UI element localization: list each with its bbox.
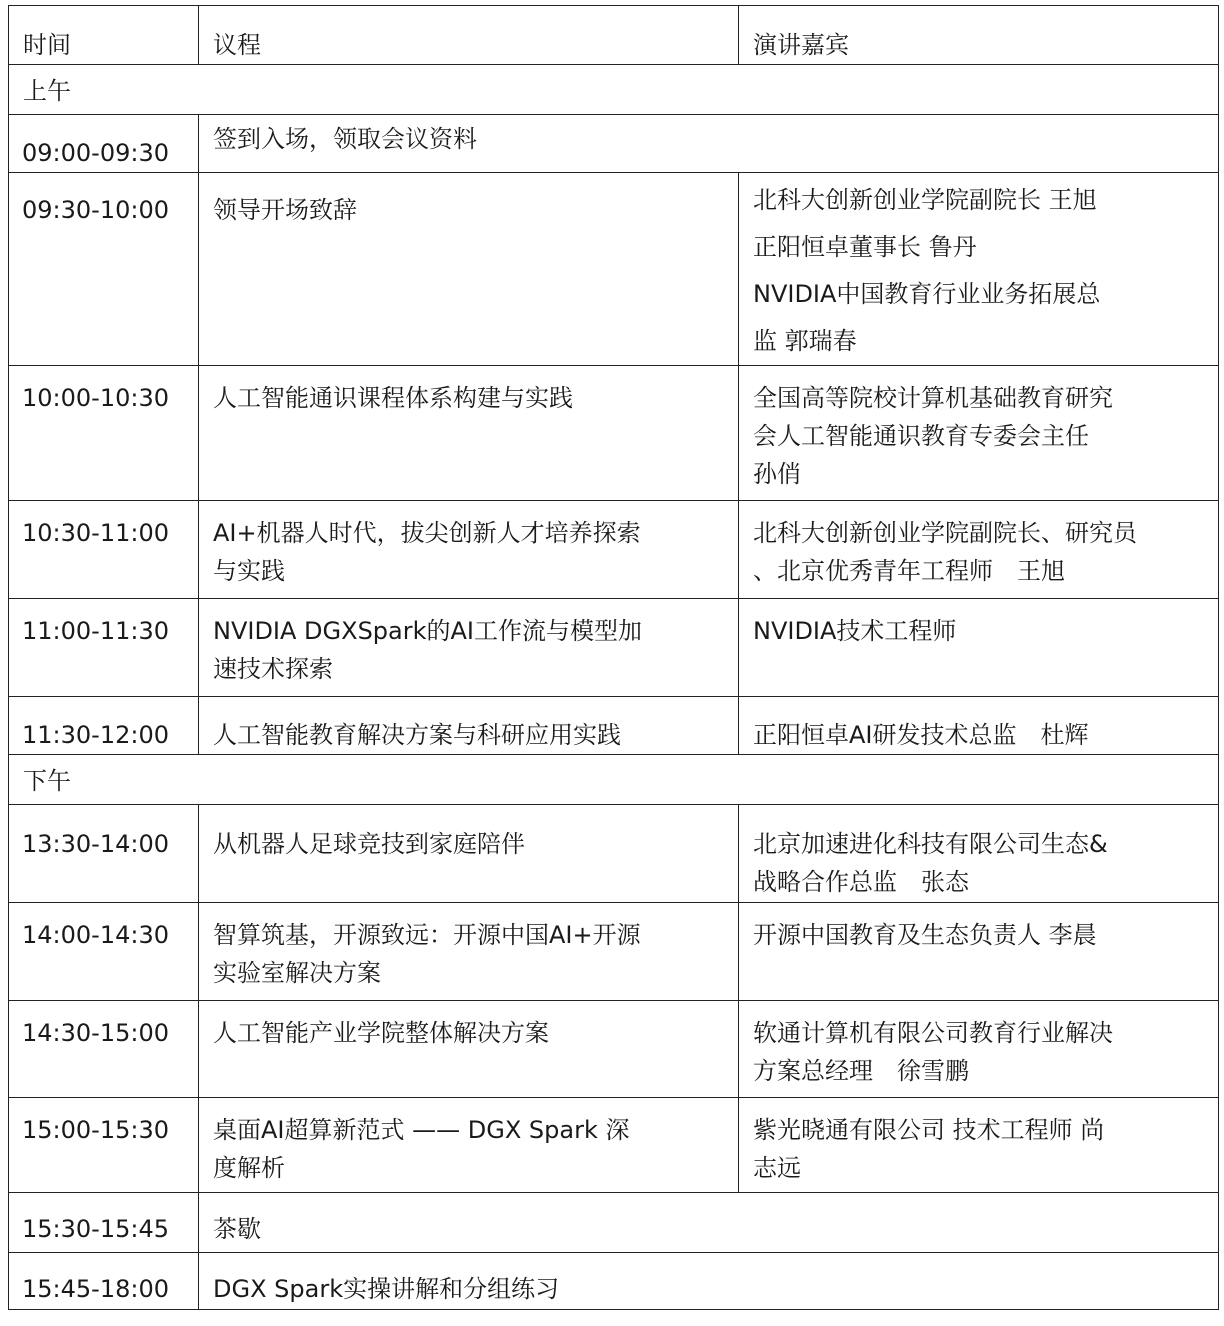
row-agenda: 领导开场致辞 [199, 173, 739, 366]
row-time: 14:30-15:00 [9, 1001, 199, 1098]
speaker-line: 战略合作总监 张态 [753, 868, 969, 896]
header-speaker: 演讲嘉宾 [739, 6, 1219, 65]
agenda-line: 智算筑基，开源致远：开源中国AI+开源 [213, 921, 641, 949]
table-row [9, 366, 1219, 501]
speaker-line: 北京加速进化科技有限公司生态& [753, 830, 1108, 858]
section-row-afternoon [9, 755, 1219, 805]
speaker-line: 孙俏 [753, 460, 801, 488]
row-time: 11:30-12:00 [9, 697, 199, 755]
row-time: 09:30-10:00 [9, 173, 199, 366]
row-time: 10:30-11:00 [9, 501, 199, 599]
header-agenda: 议程 [199, 6, 739, 65]
row-agenda [199, 903, 739, 1001]
row-agenda: 签到入场，领取会议资料 [199, 115, 1219, 173]
speaker-line: 紫光晓通有限公司 技术工程师 尚 [753, 1116, 1105, 1144]
row-agenda [199, 599, 739, 697]
row-agenda: 人工智能通识课程体系构建与实践 [199, 366, 739, 501]
speaker-line: 正阳恒卓AI研发技术总监 杜辉 [753, 721, 1089, 749]
table-row [9, 1193, 1219, 1253]
row-agenda: 人工智能产业学院整体解决方案 [199, 1001, 739, 1098]
row-agenda [199, 1098, 739, 1193]
row-speaker [739, 1098, 1219, 1193]
row-time: 11:00-11:30 [9, 599, 199, 697]
row-agenda: DGX Spark实操讲解和分组练习 [199, 1253, 1219, 1310]
header-time: 时间 [9, 6, 199, 65]
header-row [9, 6, 1219, 65]
table-row [9, 1001, 1219, 1098]
agenda-line: 度解析 [213, 1154, 285, 1182]
row-speaker [739, 173, 1219, 366]
section-row-morning [9, 65, 1219, 115]
table-row [9, 805, 1219, 903]
speaker-line: 监 郭瑞春 [753, 327, 857, 355]
row-speaker [739, 1001, 1219, 1098]
row-speaker [739, 501, 1219, 599]
row-speaker [739, 366, 1219, 501]
row-speaker [739, 599, 1219, 697]
row-agenda: 从机器人足球竞技到家庭陪伴 [199, 805, 739, 903]
speaker-line: 方案总经理 徐雪鹏 [753, 1057, 969, 1085]
agenda-line: 桌面AI超算新范式 —— DGX Spark 深 [213, 1116, 630, 1144]
row-speaker [739, 805, 1219, 903]
table-row [9, 697, 1219, 755]
speaker-line: 、北京优秀青年工程师 王旭 [753, 557, 1065, 585]
row-time: 14:00-14:30 [9, 903, 199, 1001]
row-time: 15:00-15:30 [9, 1098, 199, 1193]
table-row [9, 115, 1219, 173]
row-time: 13:30-14:00 [9, 805, 199, 903]
table-row [9, 1253, 1219, 1310]
table-row [9, 599, 1219, 697]
agenda-line: 实验室解决方案 [213, 959, 381, 987]
speaker-line: 软通计算机有限公司教育行业解决 [753, 1019, 1113, 1047]
speaker-line: 志远 [753, 1154, 801, 1182]
row-speaker [739, 697, 1219, 755]
speaker-line: 会人工智能通识教育专委会主任 [753, 422, 1089, 450]
row-agenda: 人工智能教育解决方案与科研应用实践 [199, 697, 739, 755]
speaker-line: NVIDIA技术工程师 [753, 617, 957, 645]
row-time: 15:30-15:45 [9, 1193, 199, 1253]
speaker-line: 全国高等院校计算机基础教育研究 [753, 384, 1113, 412]
row-speaker [739, 903, 1219, 1001]
table-row [9, 501, 1219, 599]
speaker-line: 正阳恒卓董事长 鲁丹 [753, 233, 977, 261]
speaker-line: NVIDIA中国教育行业业务拓展总 [753, 280, 1101, 308]
row-agenda [199, 501, 739, 599]
agenda-table [8, 5, 1219, 1310]
row-time: 15:45-18:00 [9, 1253, 199, 1310]
speaker-line: 北科大创新创业学院副院长 王旭 [753, 186, 1097, 214]
row-agenda: 茶歇 [199, 1193, 1219, 1253]
agenda-line: AI+机器人时代，拔尖创新人才培养探索 [213, 519, 641, 547]
row-time: 09:00-09:30 [9, 115, 199, 173]
table-row [9, 173, 1219, 366]
section-afternoon: 下午 [9, 755, 1219, 805]
row-time: 10:00-10:30 [9, 366, 199, 501]
table-row [9, 903, 1219, 1001]
table-row [9, 1098, 1219, 1193]
agenda-line: 速技术探索 [213, 655, 333, 683]
speaker-line: 北科大创新创业学院副院长、研究员 [753, 519, 1137, 547]
speaker-line: 开源中国教育及生态负责人 李晨 [753, 921, 1097, 949]
agenda-line: 与实践 [213, 557, 285, 585]
agenda-line: NVIDIA DGXSpark的AI工作流与模型加 [213, 617, 643, 645]
section-morning: 上午 [9, 65, 1219, 115]
